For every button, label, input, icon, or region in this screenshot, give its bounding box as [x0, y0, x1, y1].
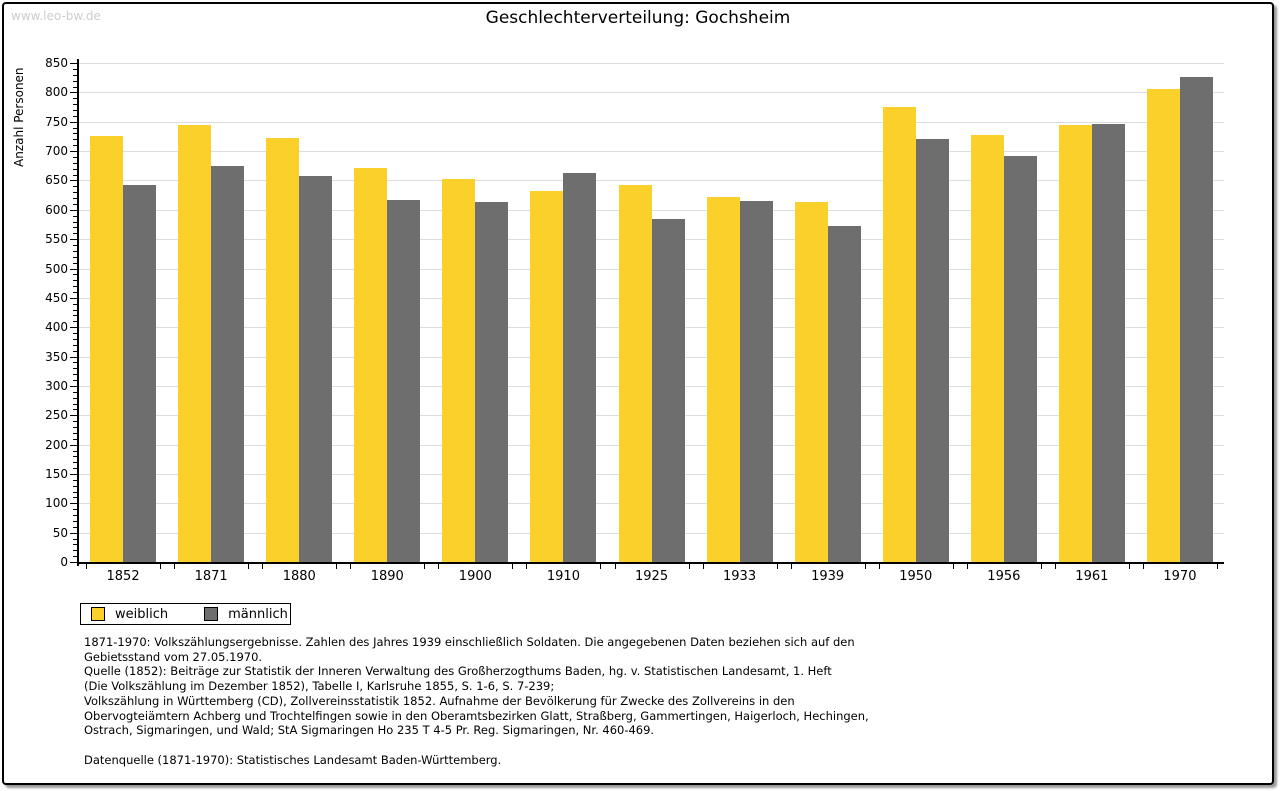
- y-major-tick: [70, 327, 77, 328]
- gridline-650: [79, 180, 1224, 181]
- y-tick-label-450: 450: [45, 290, 68, 305]
- y-minor-tick: [73, 492, 77, 493]
- y-major-tick: [70, 533, 77, 534]
- y-minor-tick: [73, 81, 77, 82]
- y-tick-label-800: 800: [45, 85, 68, 100]
- footnote-line: Quelle (1852): Beiträge zur Statistik der Inneren Verwaltung des Großherzogthums Baden, hg. v. Statistischen Landesamt, 1. Heft: [84, 664, 832, 679]
- x-category-label-1900: 1900: [458, 569, 492, 584]
- y-minor-tick: [73, 368, 77, 369]
- y-minor-tick: [73, 169, 77, 170]
- y-tick-label-700: 700: [45, 144, 68, 159]
- y-minor-tick: [73, 157, 77, 158]
- footnote-line: Gebietsstand vom 27.05.1970.: [84, 649, 263, 664]
- y-minor-tick: [73, 286, 77, 287]
- y-minor-tick: [73, 345, 77, 346]
- bar-männlich-1950: [916, 139, 949, 562]
- y-minor-tick: [73, 404, 77, 405]
- y-minor-tick: [73, 75, 77, 76]
- y-minor-tick: [73, 216, 77, 217]
- y-minor-tick: [73, 116, 77, 117]
- y-major-tick: [70, 269, 77, 270]
- bar-weiblich-1970: [1147, 89, 1180, 562]
- footnote-line: (Die Volkszählung im Dezember 1852), Tabelle I, Karlsruhe 1855, S. 1-6, S. 7-239;: [84, 679, 555, 694]
- bar-weiblich-1939: [795, 202, 828, 562]
- x-category-label-1871: 1871: [194, 569, 228, 584]
- footnote-lines: [84, 635, 1232, 738]
- y-minor-tick: [73, 280, 77, 281]
- y-tick-label-200: 200: [45, 437, 68, 452]
- y-minor-tick: [73, 186, 77, 187]
- y-axis-line: [77, 59, 79, 566]
- y-major-tick: [70, 122, 77, 123]
- y-major-tick: [70, 357, 77, 358]
- y-minor-tick: [73, 98, 77, 99]
- y-minor-tick: [73, 497, 77, 498]
- legend-item-weiblich: [91, 607, 194, 622]
- x-category-label-1970: 1970: [1163, 569, 1197, 584]
- y-tick-label-250: 250: [45, 408, 68, 423]
- x-axis-line: [77, 562, 1224, 564]
- legend-label-weiblich: weiblich: [115, 606, 169, 622]
- y-major-tick: [70, 503, 77, 504]
- y-tick-label-600: 600: [45, 202, 68, 217]
- y-minor-tick: [73, 87, 77, 88]
- legend-swatch-weiblich: [91, 607, 105, 621]
- x-category-label-1956: 1956: [987, 569, 1021, 584]
- y-minor-tick: [73, 198, 77, 199]
- y-major-tick: [70, 562, 77, 563]
- bar-männlich-1871: [211, 166, 244, 562]
- y-minor-tick: [73, 192, 77, 193]
- y-minor-tick: [73, 451, 77, 452]
- y-minor-tick: [73, 392, 77, 393]
- y-minor-tick: [73, 251, 77, 252]
- y-minor-tick: [73, 321, 77, 322]
- y-tick-label-300: 300: [45, 378, 68, 393]
- y-tick-label-650: 650: [45, 173, 68, 188]
- page-frame: [2, 2, 1274, 785]
- y-minor-tick: [73, 439, 77, 440]
- y-minor-tick: [73, 227, 77, 228]
- bar-weiblich-1871: [178, 125, 211, 562]
- legend-label-maennlich: männlich: [228, 606, 288, 622]
- y-minor-tick: [73, 521, 77, 522]
- y-minor-tick: [73, 380, 77, 381]
- y-tick-label-100: 100: [45, 496, 68, 511]
- y-minor-tick: [73, 133, 77, 134]
- y-major-tick: [70, 386, 77, 387]
- y-minor-tick: [73, 292, 77, 293]
- y-minor-tick: [73, 315, 77, 316]
- y-minor-tick: [73, 204, 77, 205]
- y-tick-label-550: 550: [45, 232, 68, 247]
- y-minor-tick: [73, 486, 77, 487]
- y-major-tick: [70, 63, 77, 64]
- bar-weiblich-1910: [530, 191, 563, 562]
- bar-weiblich-1852: [90, 136, 123, 562]
- bar-männlich-1956: [1004, 156, 1037, 562]
- bar-weiblich-1956: [971, 135, 1004, 562]
- y-minor-tick: [73, 175, 77, 176]
- footnote-line: Volkszählung in Württemberg (CD), Zollvereinsstatistik 1852. Aufnahme der Bevölkerung für Zwecke des Zollvereins in den: [84, 693, 795, 708]
- footnotes: [84, 635, 1232, 768]
- chart-title: Geschlechterverteilung: Gochsheim: [485, 8, 791, 28]
- bar-männlich-1939: [828, 226, 861, 562]
- y-minor-tick: [73, 374, 77, 375]
- y-major-tick: [70, 210, 77, 211]
- datasource-line: Datenquelle (1871-1970): Statistisches Landesamt Baden-Württemberg.: [84, 752, 502, 767]
- legend: [80, 603, 291, 625]
- x-category-label-1933: 1933: [723, 569, 757, 584]
- y-minor-tick: [73, 527, 77, 528]
- y-tick-label-0: 0: [60, 555, 68, 569]
- y-major-tick: [70, 445, 77, 446]
- bar-weiblich-1880: [266, 138, 299, 562]
- gridline-600: [79, 210, 1224, 211]
- x-category-label-1939: 1939: [811, 569, 845, 584]
- bar-männlich-1910: [563, 173, 596, 562]
- footnote-line: Ostrach, Sigmaringen, und Wald; StA Sigmaringen Ho 235 T 4-5 Pr. Reg. Sigmaringen, Nr. 460-469.: [84, 723, 655, 738]
- bar-weiblich-1950: [883, 107, 916, 562]
- gridline-750: [79, 122, 1224, 123]
- y-minor-tick: [73, 409, 77, 410]
- y-tick-label-50: 50: [52, 525, 68, 540]
- footnote-line: 1871-1970: Volkszählungsergebnisse. Zahlen des Jahres 1939 einschließlich Soldaten. Die angegebenen Daten beziehen sich auf den: [84, 635, 855, 649]
- y-minor-tick: [73, 433, 77, 434]
- y-minor-tick: [73, 539, 77, 540]
- y-minor-tick: [73, 351, 77, 352]
- y-minor-tick: [73, 222, 77, 223]
- y-tick-label-750: 750: [45, 114, 68, 129]
- y-minor-tick: [73, 145, 77, 146]
- y-minor-tick: [73, 550, 77, 551]
- bar-männlich-1970: [1180, 77, 1213, 563]
- bar-weiblich-1933: [707, 197, 740, 562]
- y-minor-tick: [73, 515, 77, 516]
- y-minor-tick: [73, 233, 77, 234]
- y-tick-label-350: 350: [45, 349, 68, 364]
- y-tick-label-400: 400: [45, 320, 68, 335]
- legend-swatch-maennlich: [204, 607, 218, 621]
- bar-männlich-1933: [740, 201, 773, 562]
- y-tick-label-500: 500: [45, 261, 68, 276]
- y-minor-tick: [73, 427, 77, 428]
- bar-weiblich-1925: [619, 185, 652, 563]
- y-minor-tick: [73, 304, 77, 305]
- bar-männlich-1880: [299, 176, 332, 562]
- bar-männlich-1925: [652, 219, 685, 562]
- y-minor-tick: [73, 163, 77, 164]
- y-minor-tick: [73, 398, 77, 399]
- bar-männlich-1890: [387, 200, 420, 562]
- y-minor-tick: [73, 139, 77, 140]
- x-category-label-1910: 1910: [546, 569, 580, 584]
- x-category-label-1852: 1852: [106, 569, 140, 584]
- y-major-tick: [70, 151, 77, 152]
- y-minor-tick: [73, 556, 77, 557]
- bar-männlich-1852: [123, 185, 156, 563]
- bar-männlich-1900: [475, 202, 508, 562]
- y-major-tick: [70, 239, 77, 240]
- y-minor-tick: [73, 128, 77, 129]
- gridline-800: [79, 92, 1224, 93]
- y-minor-tick: [73, 310, 77, 311]
- y-minor-tick: [73, 544, 77, 545]
- y-minor-tick: [73, 480, 77, 481]
- y-minor-tick: [73, 462, 77, 463]
- y-major-tick: [70, 298, 77, 299]
- y-major-tick: [70, 415, 77, 416]
- x-category-label-1880: 1880: [282, 569, 316, 584]
- footnote-line: Obervogteiämtern Achberg und Trochtelfingen sowie in den Oberamtsbezirken Glatt, Straßberg, Gammertingen, Haigerloch, Hechingen,: [84, 708, 869, 723]
- y-major-tick: [70, 180, 77, 181]
- y-minor-tick: [73, 263, 77, 264]
- gridline-850: [79, 63, 1224, 64]
- gridline-700: [79, 151, 1224, 152]
- y-minor-tick: [73, 257, 77, 258]
- y-minor-tick: [73, 104, 77, 105]
- x-category-label-1890: 1890: [370, 569, 404, 584]
- bar-weiblich-1961: [1059, 125, 1092, 562]
- y-minor-tick: [73, 362, 77, 363]
- y-minor-tick: [73, 333, 77, 334]
- watermark: www.leo-bw.de: [11, 9, 101, 23]
- y-minor-tick: [73, 274, 77, 275]
- y-minor-tick: [73, 456, 77, 457]
- bar-weiblich-1890: [354, 168, 387, 562]
- y-minor-tick: [73, 110, 77, 111]
- y-minor-tick: [73, 339, 77, 340]
- x-category-label-1925: 1925: [635, 569, 669, 584]
- legend-item-maennlich: [204, 607, 314, 622]
- y-minor-tick: [73, 509, 77, 510]
- y-axis-title: Anzahl Personen: [12, 67, 26, 167]
- y-major-tick: [70, 92, 77, 93]
- y-minor-tick: [73, 245, 77, 246]
- bar-männlich-1961: [1092, 124, 1125, 563]
- bar-weiblich-1900: [442, 179, 475, 562]
- y-minor-tick: [73, 69, 77, 70]
- y-tick-label-850: 850: [45, 56, 68, 70]
- x-category-label-1950: 1950: [899, 569, 933, 584]
- y-minor-tick: [73, 421, 77, 422]
- y-minor-tick: [73, 468, 77, 469]
- x-category-label-1961: 1961: [1075, 569, 1109, 584]
- y-tick-label-150: 150: [45, 466, 68, 481]
- y-major-tick: [70, 474, 77, 475]
